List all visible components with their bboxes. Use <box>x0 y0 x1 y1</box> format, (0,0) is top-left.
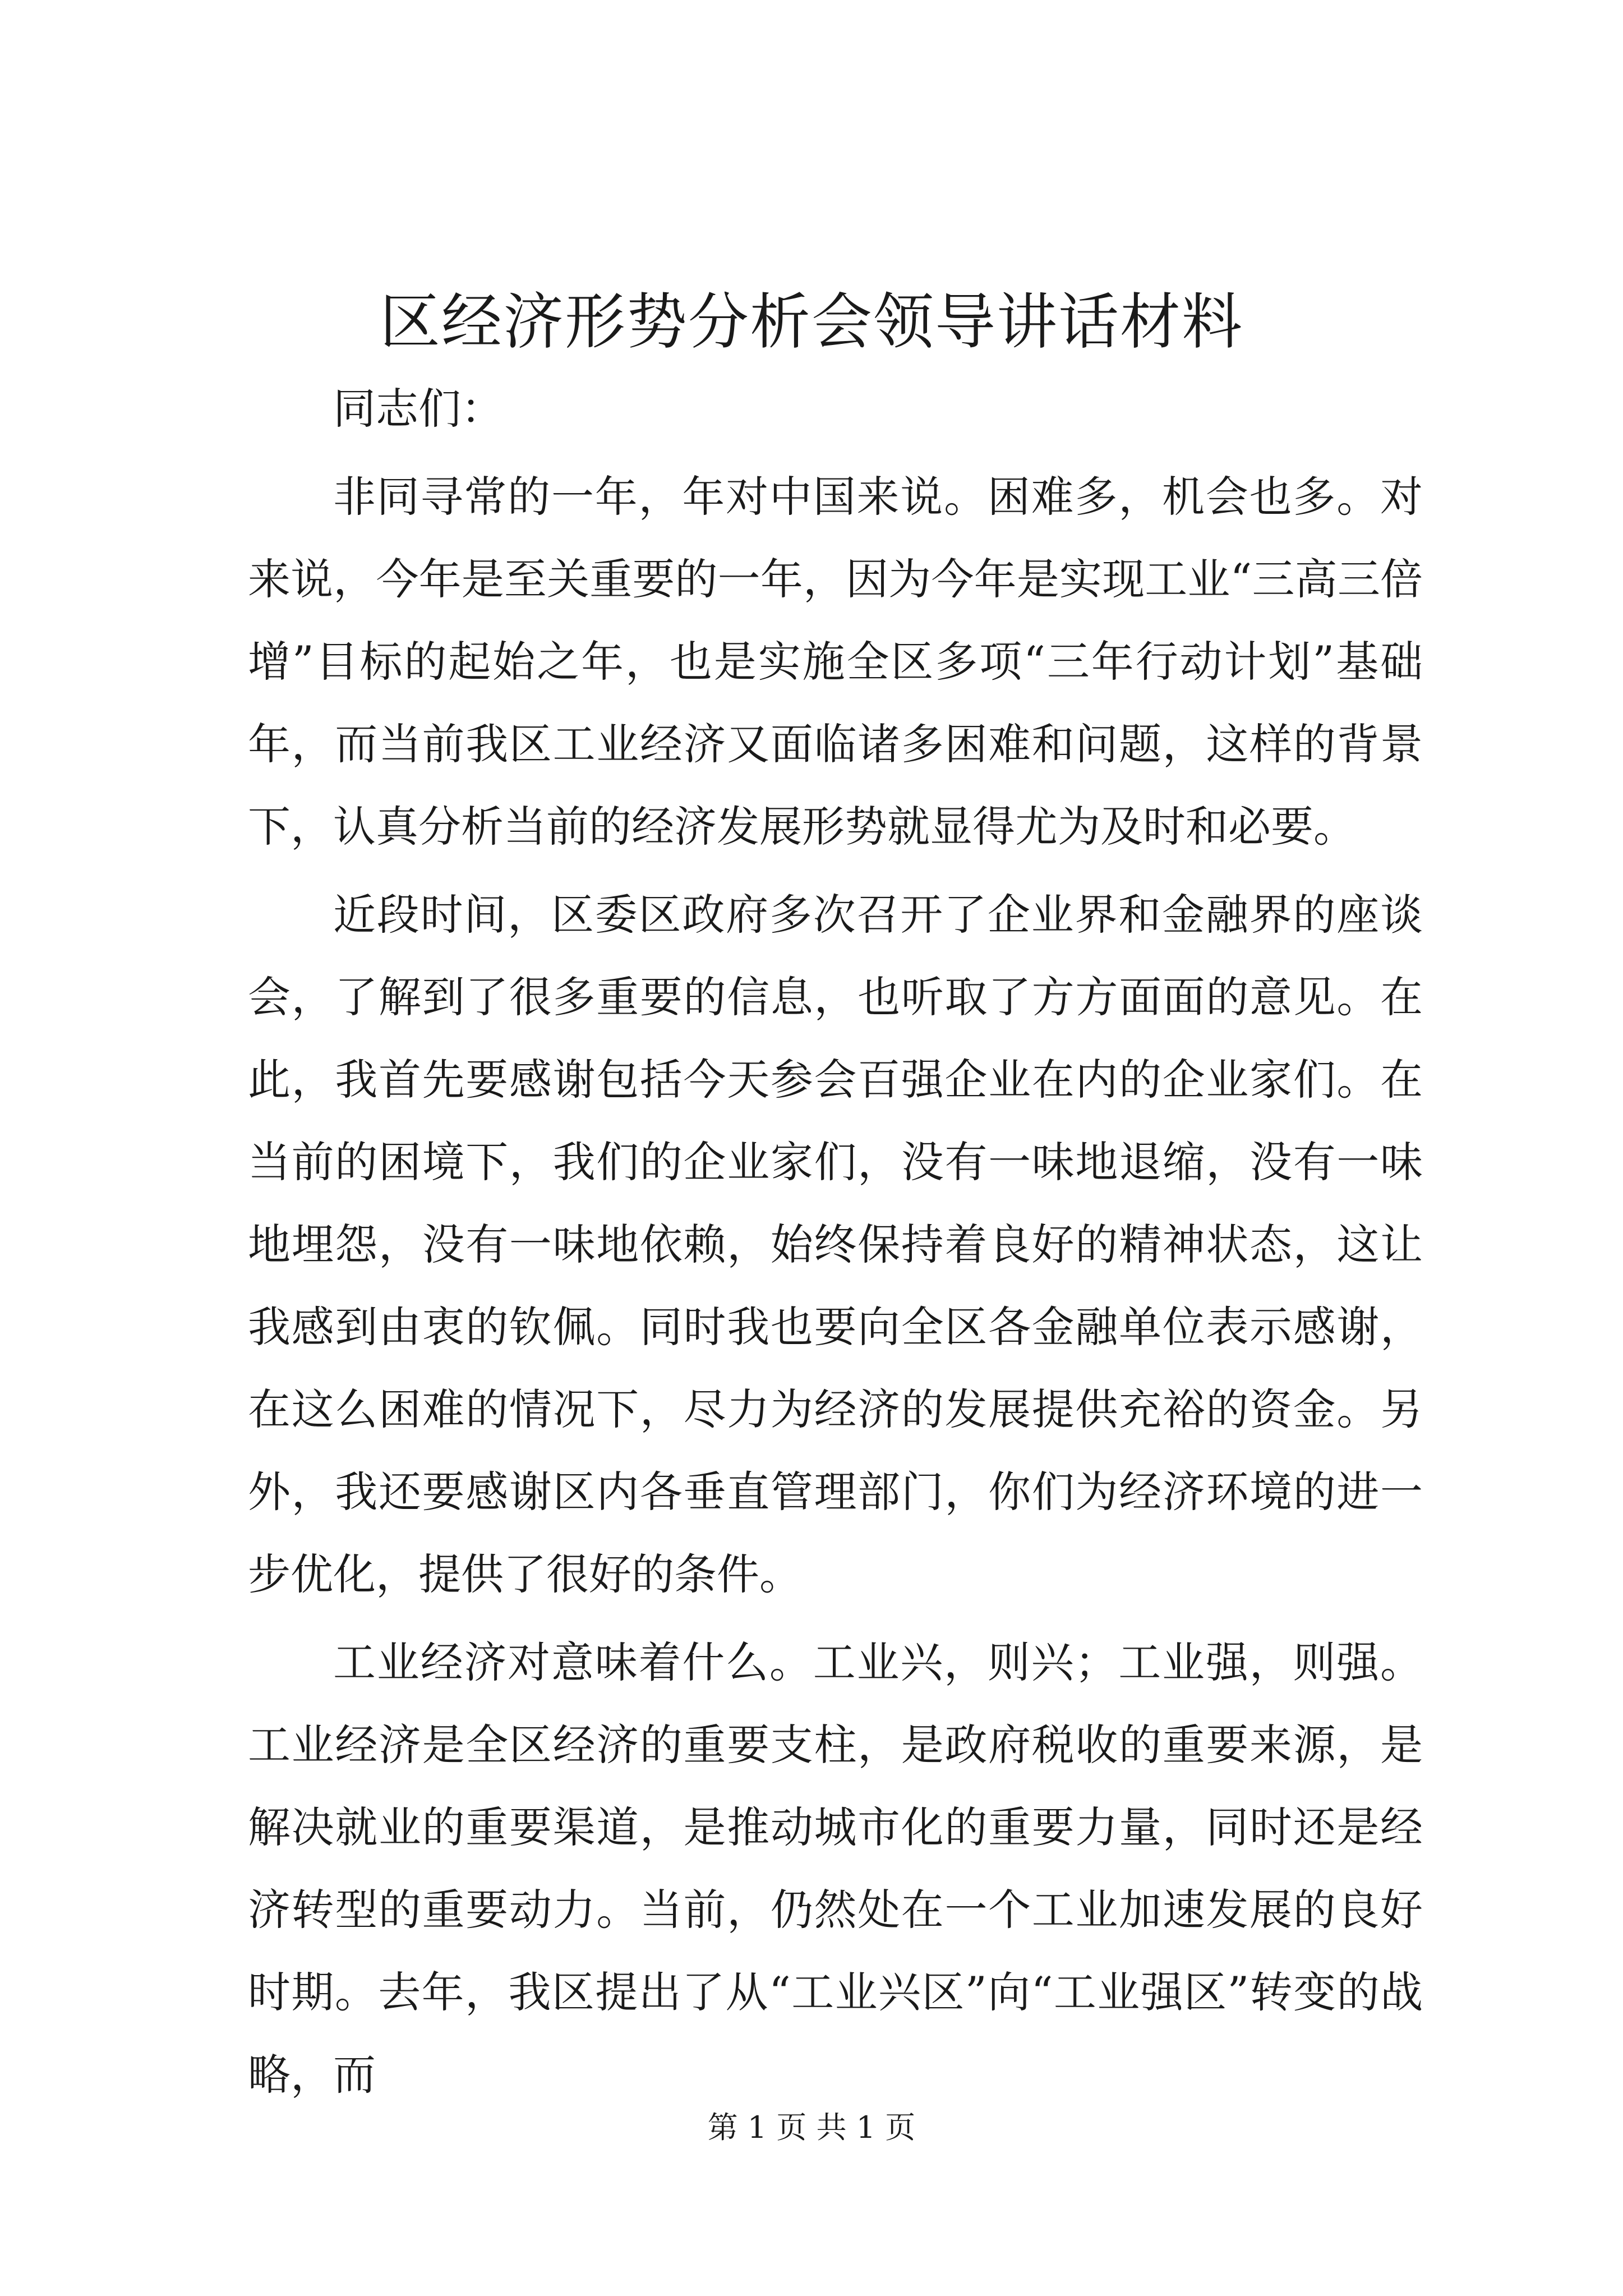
paragraph-1: 非同寻常的一年，年对中国来说。困难多，机会也多。对来说，今年是至关重要的一年，因为今年是实现工业“三高三倍增”目标的起始之年，也是实施全区多项“三年行动计划”基础年，而当前我区工业经济又面临诸多困难和问题，这样的背景下，认真分析当前的经济发展形势就显得尤为及时和必要。 <box>248 472 1423 852</box>
document-title: 区经济形势分析会领导讲话材料 <box>379 287 1243 357</box>
document-body <box>248 367 1423 2122</box>
paragraph-2: 近段时间，区委区政府多次召开了企业界和金融界的座谈会，了解到了很多重要的信息，也听取了方方面面的意见。在此，我首先要感谢包括今天参会百强企业在内的企业家们。在当前的困境下，我们的企业家们，没有一味地退缩，没有一味地埋怨，没有一味地依赖，始终保持着良好的精神状态，这让我感到由衷的钦佩。同时我也要向全区各金融单位表示感谢，在这么困难的情况下，尽力为经济的发展提供充裕的资金。另外，我还要感谢区内各垂直管理部门，你们为经济环境的进一步优化，提供了很好的条件。 <box>248 890 1423 1599</box>
paragraph-3: 工业经济对意味着什么。工业兴，则兴；工业强，则强。工业经济是全区经济的重要支柱，是政府税收的重要来源，是解决就业的重要渠道，是推动城市化的重要力量，同时还是经济转型的重要动力。当前，仍然处在一个工业加速发展的良好时期。去年，我区提出了从“工业兴区”向“工业强区”转变的战略，而 <box>248 1637 1423 2100</box>
salutation: 同志们： <box>333 384 504 434</box>
page-number: 第 1 页 共 1 页 <box>707 2110 916 2145</box>
